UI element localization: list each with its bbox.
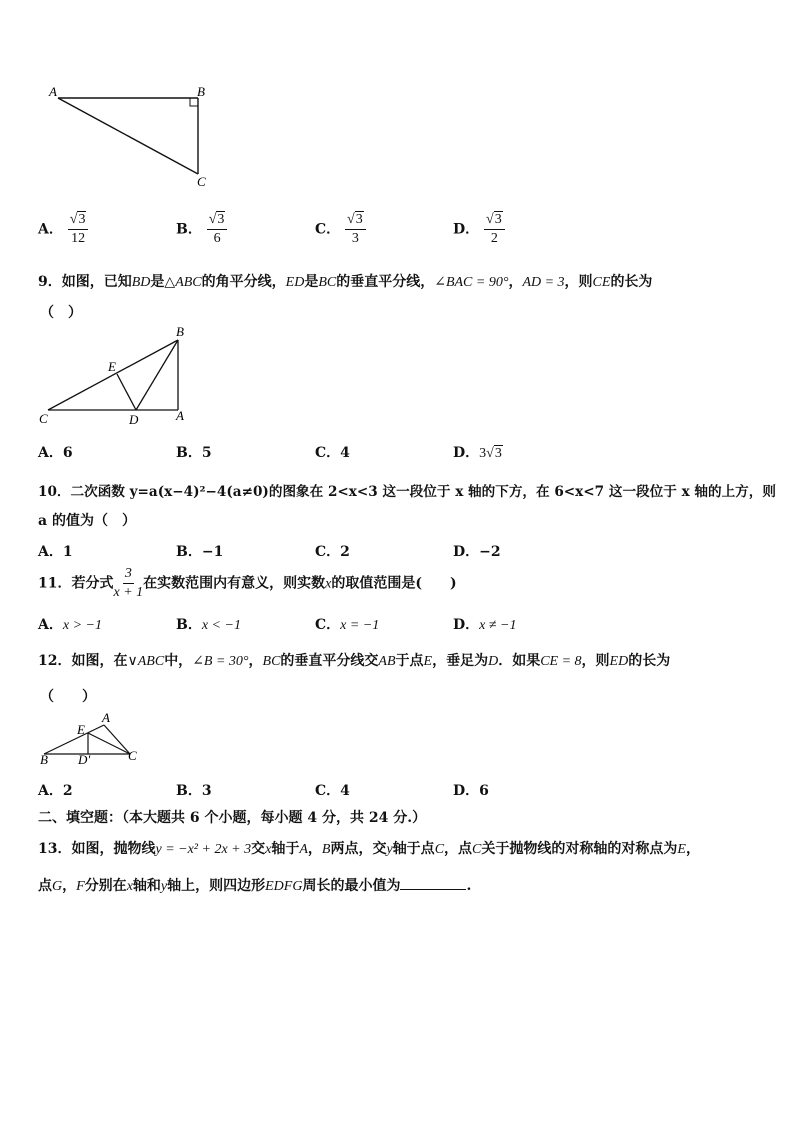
q10-option-c[interactable]: C．2 <box>315 544 350 560</box>
q9-label-e: E <box>108 359 116 374</box>
q9-figure <box>36 322 206 432</box>
q9-stem: 9．如图，已知BD是△ABC的角平分线，ED是BC的垂直平分线，∠BAC = 90°，AD = 3，则CE的长为 <box>38 274 653 290</box>
q10-option-a[interactable]: A．1 <box>38 544 73 560</box>
q12-option-c[interactable]: C．4 <box>315 783 350 799</box>
q12-figure <box>36 710 146 768</box>
q11-option-c[interactable]: C．x = −1 <box>315 617 380 633</box>
q11-stem: 11．若分式 $\frac{3}{x + 1}$ 在实数范围内有意义，则实数x的取值范围是( ) <box>38 566 457 600</box>
q9-option-a[interactable]: A．6 <box>38 445 73 461</box>
q13-stem-line1: 13．如图，抛物线y = −x² + 2x + 3交x轴于A，B两点，交y轴于点C，点C关于抛物线的对称轴的对称点为E， <box>38 841 700 857</box>
q8-label-c: C <box>197 174 206 189</box>
q8-option-c[interactable]: C． $\frac{√3}{3}$ <box>315 212 366 247</box>
q12-label-a: A <box>102 710 110 725</box>
q9-option-c[interactable]: C．4 <box>315 445 350 461</box>
q8-option-b[interactable]: B． $\frac{√3}{6}$ <box>176 212 227 247</box>
q11-option-d[interactable]: D．x ≠ −1 <box>453 617 517 633</box>
q8-option-d[interactable]: D． $\frac{√3}{2}$ <box>453 212 505 247</box>
q12-option-b[interactable]: B．3 <box>176 783 212 799</box>
q12-label-e: E <box>77 722 85 737</box>
q12-option-a[interactable]: A．2 <box>38 783 73 799</box>
q9-answer-bracket: （ ） <box>40 305 82 321</box>
q10-stem-line1: 10．二次函数 y=a(x−4)²−4(a≠0)的图象在 2<x<3 这一段位于 x 轴的下方，在 6<x<7 这一段位于 x 轴的上方，则 <box>38 484 776 500</box>
q9-label-a: A <box>176 408 184 423</box>
q9-option-b[interactable]: B．5 <box>176 445 212 461</box>
q9-label-b: B <box>176 324 184 339</box>
q12-stem: 12．如图，在∨ABC中，∠B = 30°，BC的垂直平分线交AB于点E，垂足为D．如果CE = 8，则ED的长为 <box>38 653 671 669</box>
q11-option-b[interactable]: B．x < −1 <box>176 617 241 633</box>
q9-label-d: D <box>129 412 139 427</box>
q11-option-a[interactable]: A．x > −1 <box>38 617 102 633</box>
q8-figure <box>40 80 220 195</box>
q8-label-a: A <box>49 84 57 99</box>
q8-option-a[interactable]: A． $\frac{√3}{12}$ <box>38 212 88 247</box>
q9-label-c: C <box>39 411 48 426</box>
q10-option-b[interactable]: B．−1 <box>176 544 224 560</box>
q13-answer-blank[interactable] <box>400 877 466 890</box>
q12-label-c: C <box>128 748 137 763</box>
q13-stem-line2: 点G，F分别在x轴和y轴上，则四边形EDFG周长的最小值为 . <box>38 878 472 894</box>
q12-option-d[interactable]: D．6 <box>453 783 489 799</box>
q8-label-b: B <box>197 84 205 99</box>
q9-option-d[interactable]: D．3√3 <box>453 445 502 461</box>
section-two-heading: 二、填空题：（本大题共 6 个小题，每小题 4 分，共 24 分.） <box>38 810 427 826</box>
q12-label-b: B <box>40 752 48 767</box>
q12-answer-bracket: （ ） <box>40 689 96 705</box>
q12-label-d: D' <box>78 752 91 767</box>
q10-option-d[interactable]: D．−2 <box>453 544 501 560</box>
q10-stem-line2: a 的值为（ ） <box>38 513 136 529</box>
